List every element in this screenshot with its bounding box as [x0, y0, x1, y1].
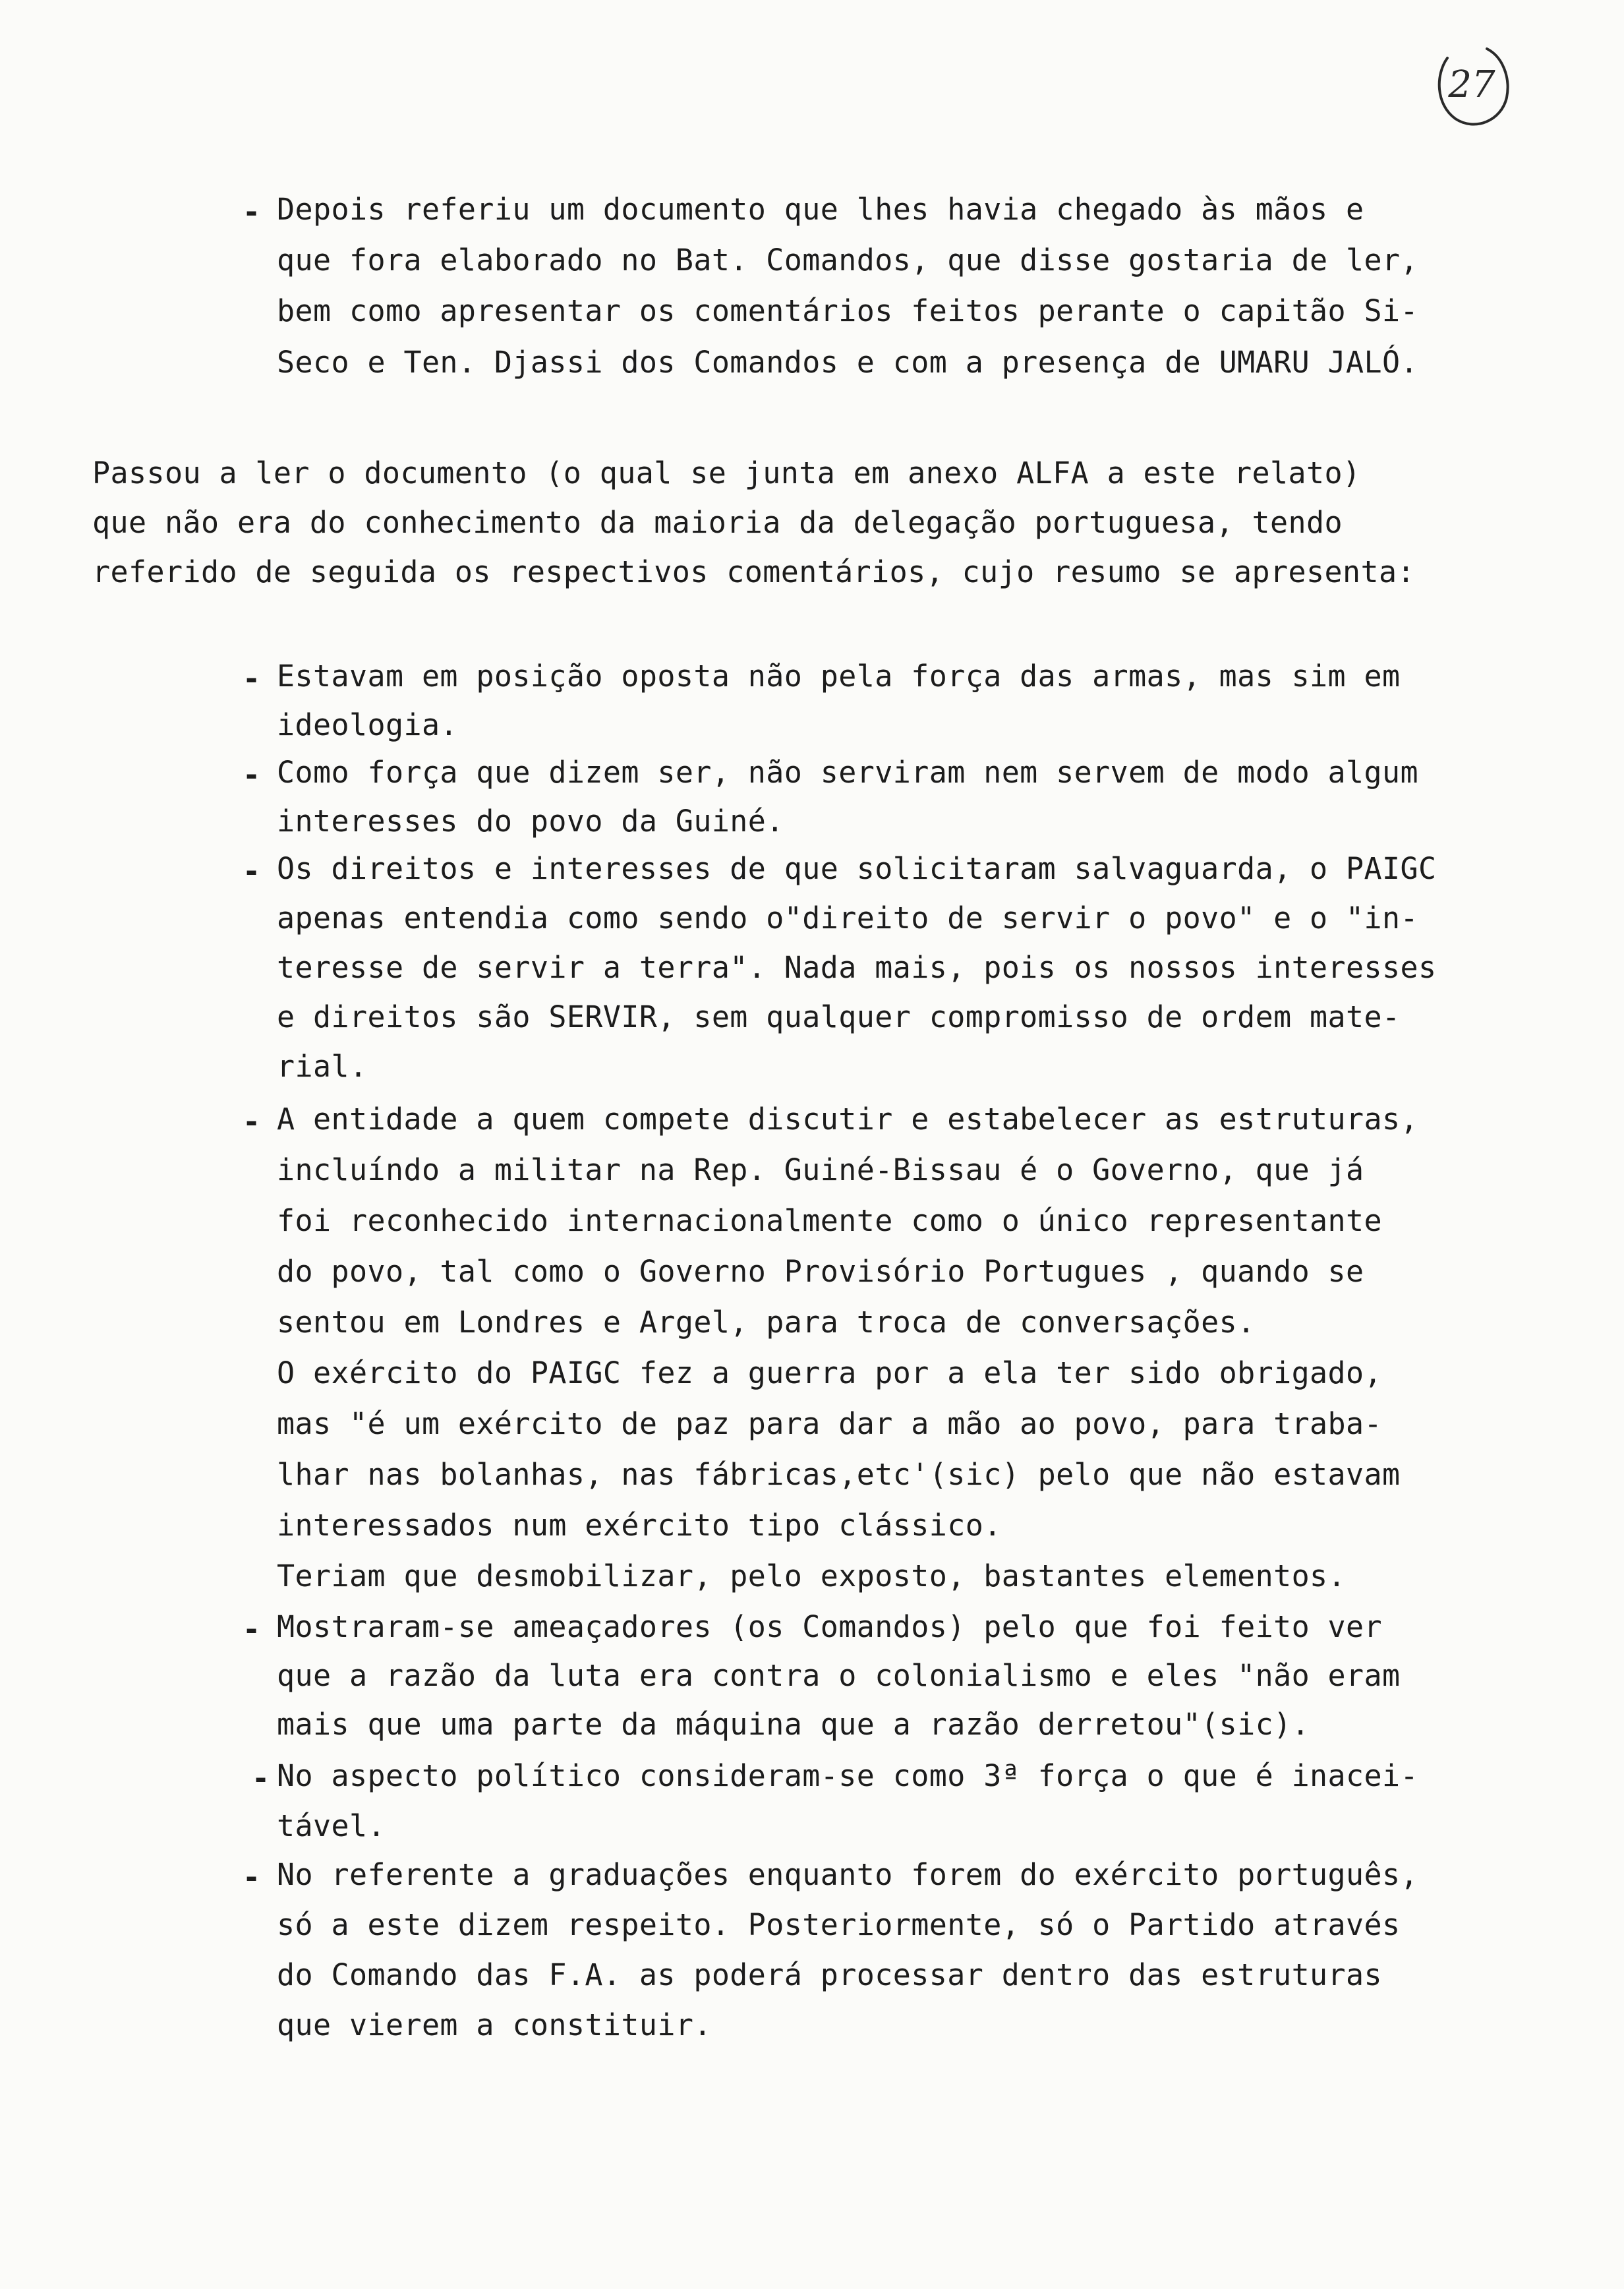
item-dash: -: [243, 854, 261, 889]
item-line: ideologia.: [277, 707, 458, 742]
item-dash: -: [243, 661, 261, 696]
item-line: mais que uma parte da máquina que a razão derretou"(sic).: [277, 1707, 1310, 1742]
item-line: que a razão da luta era contra o colonialismo e eles "não eram: [277, 1658, 1401, 1693]
item-line: sentou em Londres e Argel, para troca de conversações.: [277, 1305, 1256, 1340]
item-line: Teriam que desmobilizar, pelo exposto, bastantes elementos.: [277, 1559, 1347, 1593]
item-line: Mostraram-se ameaçadores (os Comandos) pelo que foi feito ver: [277, 1609, 1383, 1644]
item-line: só a este dizem respeito. Posteriormente, só o Partido através: [277, 1907, 1401, 1942]
item-line: incluíndo a militar na Rep. Guiné-Bissau é o Governo, que já: [277, 1152, 1364, 1187]
item-dash: -: [243, 1104, 261, 1139]
item-line: O exército do PAIGC fez a guerra por a ela ter sido obrigado,: [277, 1355, 1383, 1390]
intro-dash: -: [243, 194, 261, 229]
item-line: No referente a graduações enquanto forem do exército português,: [277, 1857, 1419, 1892]
item-dash: -: [252, 1761, 270, 1796]
intro-line: Seco e Ten. Djassi dos Comandos e com a presença de UMARU JALÓ.: [277, 345, 1419, 380]
paragraph-line: Passou a ler o documento (o qual se junta em anexo ALFA a este relato): [92, 456, 1361, 490]
item-line: teresse de servir a terra". Nada mais, pois os nossos interesses: [277, 950, 1437, 985]
item-line: e direitos são SERVIR, sem qualquer compromisso de ordem mate-: [277, 999, 1401, 1034]
item-line: lhar nas bolanhas, nas fábricas,etc'(sic) pelo que não estavam: [277, 1457, 1401, 1492]
item-line: apenas entendia como sendo o"direito de servir o povo" e o "in-: [277, 901, 1419, 936]
item-line: do povo, tal como o Governo Provisório Portugues , quando se: [277, 1254, 1364, 1289]
item-line: A entidade a quem compete discutir e estabelecer as estruturas,: [277, 1102, 1419, 1137]
item-dash: -: [243, 758, 261, 792]
item-line: do Comando das F.A. as poderá processar dentro das estruturas: [277, 1957, 1383, 1992]
intro-line: Depois referiu um documento que lhes havia chegado às mãos e: [277, 192, 1364, 227]
item-dash: -: [243, 1860, 261, 1895]
item-line: que vierem a constituir.: [277, 2007, 712, 2042]
item-line: rial.: [277, 1049, 368, 1084]
item-line: tável.: [277, 1808, 386, 1843]
intro-line: que fora elaborado no Bat. Comandos, que disse gostaria de ler,: [277, 243, 1419, 278]
item-dash: -: [243, 1612, 261, 1647]
item-line: No aspecto político consideram-se como 3ª força o que é inacei-: [277, 1758, 1419, 1793]
intro-line: bem como apresentar os comentários feitos perante o capitão Si-: [277, 293, 1419, 328]
paragraph-line: referido de seguida os respectivos comentários, cujo resumo se apresenta:: [92, 554, 1415, 589]
item-line: Como força que dizem ser, não serviram nem servem de modo algum: [277, 755, 1419, 790]
item-line: Estavam em posição oposta não pela força das armas, mas sim em: [277, 659, 1401, 694]
item-line: foi reconhecido internacionalmente como o único representante: [277, 1203, 1383, 1238]
item-line: interessados num exército tipo clássico.: [277, 1508, 1002, 1543]
page-number-stamp: [1429, 38, 1515, 136]
item-line: interesses do povo da Guiné.: [277, 804, 784, 839]
item-line: mas "é um exército de paz para dar a mão ao povo, para traba-: [277, 1406, 1383, 1441]
item-line: Os direitos e interesses de que solicitaram salvaguarda, o PAIGC: [277, 851, 1437, 886]
page-number: 27: [1448, 63, 1495, 106]
paragraph-line: que não era do conhecimento da maioria da delegação portuguesa, tendo: [92, 505, 1343, 540]
